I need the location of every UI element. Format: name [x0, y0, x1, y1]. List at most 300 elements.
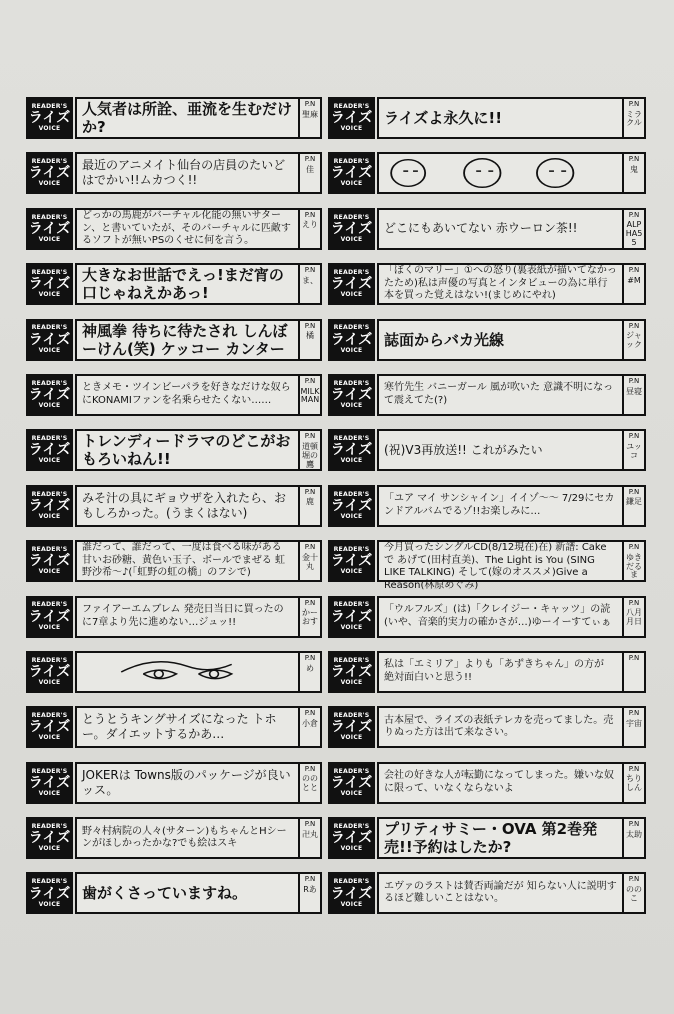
voice-entry — [328, 374, 646, 416]
logo-line2: ライズ — [330, 442, 373, 459]
pen-name-tag: P.N — [628, 543, 640, 552]
readers-voice-logo — [328, 762, 375, 804]
pen-name: め — [306, 663, 314, 673]
pen-name: ののとと — [302, 774, 318, 793]
logo-line2: ライズ — [28, 830, 71, 847]
logo-line2: ライズ — [28, 885, 71, 902]
pen-name-box — [298, 708, 320, 746]
voice-message-box — [75, 540, 322, 582]
logo-line3: VOICE — [38, 457, 61, 465]
pen-name-box — [298, 99, 320, 137]
logo-line3: VOICE — [340, 180, 363, 188]
voice-entry — [328, 319, 646, 361]
voice-message-box — [377, 429, 646, 471]
pen-name: 金十丸 — [302, 552, 318, 571]
voice-message-text: 大きなお世話でえっ!まだ宵の口じゃねえかあっ! — [82, 266, 284, 303]
readers-voice-logo — [328, 706, 375, 748]
pen-name-tag: P.N — [304, 432, 316, 441]
pen-name: 道頓堀の鷹 — [302, 442, 318, 469]
voice-message-text: みそ汁の具にギョウザを入れたら、おもしろかった。(うまくはない) — [82, 490, 287, 520]
pen-name-box — [622, 210, 644, 248]
voice-message-text: JOKERは Towns版のパッケージが良いッス。 — [82, 767, 291, 797]
pen-name-tag: P.N — [304, 653, 316, 662]
voice-message-box — [377, 706, 646, 748]
voice-message-box — [377, 540, 646, 591]
pen-name-box — [298, 376, 320, 414]
voice-message-box — [75, 485, 322, 527]
voice-entry — [328, 152, 646, 194]
pen-name-tag: P.N — [628, 266, 640, 275]
logo-line2: ライズ — [28, 387, 71, 404]
logo-line2: ライズ — [28, 664, 71, 680]
readers-voice-logo — [26, 651, 73, 693]
logo-line3: VOICE — [340, 568, 363, 576]
voice-entry — [328, 429, 646, 471]
logo-line3: VOICE — [340, 845, 363, 853]
pen-name-box — [622, 265, 644, 303]
readers-voice-logo — [26, 429, 73, 471]
logo-line2: ライズ — [330, 719, 373, 736]
voice-message-text: ファイアーエムブレム 発売日当日に買ったのに7章より先に進めない…ジュッ!! — [82, 604, 284, 628]
readers-voice-logo — [26, 263, 73, 305]
pen-name-tag: P.N — [628, 321, 640, 330]
voice-entry — [328, 208, 646, 250]
pen-name-tag: P.N — [628, 210, 640, 219]
logo-line2: ライズ — [330, 387, 373, 404]
voice-message-text: 歯がくさっていますね。 — [82, 884, 248, 903]
left-column — [26, 97, 322, 928]
pen-name-tag: P.N — [304, 875, 316, 884]
logo-line3: VOICE — [340, 623, 363, 631]
pen-name: 小倉 — [302, 718, 318, 728]
voice-message-text: 誌面からバカ光線 — [384, 330, 505, 349]
logo-line3: VOICE — [38, 125, 61, 133]
pen-name-tag: P.N — [304, 266, 316, 275]
voice-message-text: どこにもあいてない 赤ウーロン茶!! — [384, 221, 578, 236]
readers-voice-logo — [26, 596, 73, 638]
readers-voice-logo — [328, 263, 375, 305]
logo-line1: READER'S — [31, 213, 68, 221]
pen-name: ちりしん — [626, 774, 642, 793]
logo-line1: READER'S — [333, 490, 370, 498]
pen-name-box — [298, 598, 320, 636]
pen-name-box — [622, 542, 644, 580]
right-column — [328, 97, 646, 928]
logo-line3: VOICE — [38, 402, 61, 410]
voice-entry — [26, 651, 322, 693]
pen-name: ALPHA55 — [625, 220, 643, 248]
voice-entry — [328, 485, 646, 527]
pen-name-box — [622, 431, 644, 469]
readers-voice-logo — [26, 762, 73, 804]
logo-line3: VOICE — [340, 679, 363, 686]
logo-line3: VOICE — [340, 291, 363, 299]
logo-line2: ライズ — [28, 220, 71, 237]
pen-name: 橘 — [306, 331, 314, 341]
voice-entry — [26, 263, 322, 305]
pen-name: かーおす — [302, 608, 318, 626]
voice-entry — [328, 706, 646, 748]
voice-entry — [328, 872, 646, 914]
readers-voice-logo — [26, 872, 73, 914]
voice-message-text: 古本屋で、ライズの表紙テレカを売ってました。売りぬった方は出て来なさい。 — [384, 714, 614, 739]
pen-name-tag: P.N — [304, 210, 316, 219]
readers-voice-logo — [26, 374, 73, 416]
readers-voice-logo — [26, 97, 73, 139]
pen-name-tag: P.N — [628, 100, 640, 108]
pen-name-tag: P.N — [304, 100, 316, 108]
pen-name-box — [298, 653, 320, 691]
readers-voice-logo — [328, 485, 375, 527]
voice-entry — [328, 540, 646, 591]
readers-voice-logo — [328, 817, 375, 859]
pen-name-box — [622, 653, 644, 691]
voice-message-text: 最近のアニメイト仙台の店員のたいどはでかい!!ムカつく!! — [82, 158, 286, 188]
voice-message-text: ライズよ永久に!! — [384, 109, 503, 127]
logo-line3: VOICE — [38, 734, 61, 742]
logo-line1: READER'S — [333, 767, 370, 775]
pen-name: #M — [627, 275, 641, 285]
logo-line1: READER'S — [31, 656, 68, 664]
logo-line1: READER'S — [31, 269, 68, 277]
logo-line3: VOICE — [38, 679, 61, 686]
voice-message-box — [75, 208, 322, 250]
pen-name-tag: P.N — [628, 709, 640, 718]
pen-name-tag: P.N — [304, 487, 316, 496]
sketch-stroke — [464, 159, 500, 188]
logo-line3: VOICE — [340, 402, 363, 410]
voice-entry — [26, 374, 322, 416]
readers-voice-logo — [328, 540, 375, 582]
voice-message-box — [377, 208, 646, 250]
pen-name-tag: P.N — [304, 820, 316, 829]
voice-entry — [328, 817, 646, 859]
pen-name-tag: P.N — [304, 155, 316, 164]
pen-name: MILK MAN — [300, 386, 320, 405]
pen-name-tag: P.N — [628, 376, 640, 385]
logo-line2: ライズ — [28, 719, 71, 736]
logo-line2: ライズ — [330, 165, 373, 182]
sketch-illustration — [77, 653, 298, 691]
voice-entry — [328, 97, 646, 139]
pen-name-tag: P.N — [304, 764, 316, 773]
voice-message-text: 今月買ったシングルCD(8/12現在)在) 新譜: Cake で あげて(田村直美)、The Light is You (SING LIKE TALKING) そして(嫁のオススメ)Give a Reason(林原めぐみ) — [384, 542, 607, 591]
pen-name-box — [622, 764, 644, 802]
voice-message-box — [377, 596, 646, 638]
voice-entry — [26, 429, 322, 471]
logo-line1: READER'S — [333, 822, 370, 830]
logo-line1: READER'S — [31, 822, 68, 830]
voice-entry — [26, 596, 322, 638]
logo-line1: READER'S — [31, 601, 68, 609]
voice-message-text: 「ぼくのマリー」①への怒り(裏表紙が描いてなかったため)私は声優の写真とインタビューの為に単行本を買った覚えはない!(まじめにやれ) — [384, 265, 617, 302]
voice-message-box — [75, 762, 322, 804]
logo-line3: VOICE — [38, 346, 61, 354]
voice-message-box — [75, 429, 322, 471]
voice-message-text: 寒竹先生 バニーガール 風が吹いた 意識不明になって震えてた(?) — [384, 382, 614, 406]
pen-name: 鹿 — [306, 497, 314, 507]
readers-voice-logo — [26, 817, 73, 859]
voice-entry — [26, 817, 322, 859]
sketch-stroke — [391, 160, 425, 187]
readers-voice-logo — [26, 540, 73, 582]
readers-voice-logo — [328, 596, 375, 638]
voice-message-box — [75, 706, 322, 748]
voice-message-box — [75, 651, 322, 693]
logo-line1: READER'S — [31, 878, 68, 886]
voice-message-box — [75, 152, 322, 194]
logo-line1: READER'S — [333, 878, 370, 886]
logo-line3: VOICE — [340, 512, 363, 520]
voice-message-box — [75, 596, 322, 638]
logo-line3: VOICE — [38, 180, 61, 188]
logo-line3: VOICE — [340, 235, 363, 243]
readers-voice-logo — [26, 485, 73, 527]
voice-message-text: エヴァのラストは賛否両論だが 知らない人に説明するほど難しいことはない。 — [384, 880, 617, 905]
pen-name: ミラクル — [626, 109, 642, 128]
pen-name-tag: P.N — [304, 709, 316, 718]
voice-entry — [26, 97, 322, 139]
logo-line1: READER'S — [31, 435, 68, 443]
logo-line1: READER'S — [31, 158, 68, 166]
logo-line2: ライズ — [28, 276, 71, 293]
logo-line1: READER'S — [31, 379, 68, 387]
voice-entry — [26, 319, 322, 361]
voice-message-text: とうとうキングサイズになった トホー。ダイエットするかあ… — [82, 712, 277, 742]
voice-message-text: トレンディードラマのどこがおもろいねん!! — [82, 432, 291, 469]
pen-name: 佳 — [306, 165, 314, 175]
voice-message-box — [75, 872, 322, 914]
logo-line1: READER'S — [333, 656, 370, 664]
pen-name: 八月月日 — [626, 608, 642, 626]
voice-message-text: 会社の好きな人が転勤になってしまった。嫌いな奴に限って、いなくならないよ — [384, 770, 614, 794]
logo-line1: READER'S — [333, 158, 370, 166]
voice-message-text: 「ユア マイ サンシャイン」イイゾ〜〜 7/29にセカンドアルバムでるゾ!!お楽しみに… — [384, 493, 615, 517]
voice-message-box — [377, 152, 646, 194]
readers-voice-logo — [328, 152, 375, 194]
voice-message-text: プリティサミー・OVA 第2巻発売!!予約はしたか? — [384, 820, 598, 857]
logo-line1: READER'S — [31, 324, 68, 332]
readers-voice-logo — [328, 429, 375, 471]
voice-entry — [26, 706, 322, 748]
voice-message-box — [377, 374, 646, 416]
logo-line2: ライズ — [330, 774, 373, 791]
readers-voice-logo — [328, 319, 375, 361]
logo-line2: ライズ — [28, 608, 71, 625]
pen-name-tag: P.N — [628, 432, 640, 441]
pen-name-tag: P.N — [304, 376, 316, 385]
logo-line2: ライズ — [28, 110, 71, 127]
pen-name: 聖麻 — [302, 109, 318, 119]
logo-line2: ライズ — [28, 774, 71, 791]
pen-name: 鎌足 — [626, 497, 642, 507]
pen-name-box — [298, 542, 320, 580]
pen-name-box — [622, 99, 644, 137]
logo-line2: ライズ — [330, 664, 373, 680]
readers-voice-logo — [328, 872, 375, 914]
voice-message-box — [377, 872, 646, 914]
sketch-stroke — [537, 159, 573, 188]
pen-name-tag: P.N — [628, 653, 640, 662]
sketch-stroke — [154, 670, 163, 678]
voice-entry — [26, 485, 322, 527]
logo-line1: READER'S — [333, 379, 370, 387]
pen-name: Rあ — [303, 885, 317, 895]
logo-line2: ライズ — [28, 497, 71, 514]
readers-voice-logo — [26, 319, 73, 361]
pen-name: ま、 — [302, 275, 318, 285]
voice-entry — [328, 651, 646, 693]
logo-line2: ライズ — [330, 276, 373, 293]
voice-message-text: 人気者は所詮、亜流を生むだけか? — [82, 100, 293, 136]
voice-entry — [328, 263, 646, 305]
pen-name-box — [622, 376, 644, 414]
logo-line3: VOICE — [38, 235, 61, 243]
voice-message-box — [377, 762, 646, 804]
logo-line3: VOICE — [340, 900, 363, 908]
readers-voice-logo — [26, 706, 73, 748]
logo-line3: VOICE — [38, 568, 61, 576]
logo-line2: ライズ — [330, 331, 373, 348]
pen-name-box — [298, 265, 320, 303]
logo-line3: VOICE — [340, 346, 363, 354]
logo-line3: VOICE — [38, 512, 61, 520]
pen-name-tag: P.N — [628, 598, 640, 607]
pen-name-box — [622, 321, 644, 359]
logo-line1: READER'S — [31, 490, 68, 498]
voice-message-text: (祝)V3再放送!! これがみたい — [384, 442, 543, 457]
voice-message-box — [377, 817, 646, 859]
voice-message-text: 私は「エミリア」よりも「あずきちゃん」の方が 絶対面白いと思う!! — [384, 659, 604, 683]
pen-name-tag: P.N — [628, 487, 640, 496]
readers-voice-logo — [328, 208, 375, 250]
logo-line1: READER'S — [333, 546, 370, 554]
pen-name: 鬼 — [630, 165, 638, 175]
logo-line3: VOICE — [38, 623, 61, 631]
logo-line1: READER'S — [333, 601, 370, 609]
voice-entry — [328, 596, 646, 638]
pen-name: ジャック — [626, 331, 642, 350]
pen-name: 太助 — [626, 829, 642, 839]
logo-line3: VOICE — [38, 845, 61, 853]
logo-line1: READER'S — [333, 324, 370, 332]
pen-name-box — [622, 874, 644, 912]
voice-message-text: 野々村病院の人々(サターン)もちゃんとHシーンがほしかったかな?でも絵はスキ — [82, 825, 287, 850]
logo-line2: ライズ — [28, 553, 71, 570]
voice-message-text: ときメモ・ツインビーパラを好きなだけな奴らにKONAMIファンを名乗らせたくない…… — [82, 382, 291, 406]
voice-entry — [26, 208, 322, 250]
readers-voice-logo — [328, 651, 375, 693]
pen-name-tag: P.N — [628, 820, 640, 829]
logo-line1: READER'S — [31, 546, 68, 554]
logo-line3: VOICE — [38, 291, 61, 299]
voice-message-box — [75, 374, 322, 416]
pen-name: 卍丸 — [302, 829, 318, 839]
pen-name-box — [622, 487, 644, 525]
logo-line3: VOICE — [340, 734, 363, 742]
pen-name-tag: P.N — [304, 598, 316, 607]
logo-line2: ライズ — [330, 830, 373, 847]
logo-line2: ライズ — [28, 442, 71, 459]
voice-message-box — [377, 485, 646, 527]
pen-name-box — [298, 431, 320, 469]
pen-name-tag: P.N — [628, 764, 640, 773]
readers-voice-logo — [328, 374, 375, 416]
readers-voice-logo — [328, 97, 375, 139]
voice-message-text: 神風拳 待ちに待たされ しんぼーけん(笑) ケッコー カンター — [82, 321, 288, 358]
pen-name: 宇宙 — [626, 718, 642, 728]
sketch-illustration — [379, 154, 622, 192]
pen-name-box — [298, 874, 320, 912]
logo-line1: READER'S — [31, 712, 68, 720]
voice-entry — [26, 540, 322, 582]
pen-name-box — [298, 487, 320, 525]
voice-message-box — [75, 97, 322, 139]
voice-entry — [26, 872, 322, 914]
pen-name-box — [298, 819, 320, 857]
pen-name-box — [622, 598, 644, 636]
voice-entry — [26, 152, 322, 194]
logo-line1: READER'S — [333, 712, 370, 720]
logo-line2: ライズ — [330, 608, 373, 625]
logo-line1: READER'S — [333, 269, 370, 277]
voice-message-box — [75, 263, 322, 305]
pen-name-box — [298, 321, 320, 359]
sketch-stroke — [210, 670, 219, 678]
pen-name: 昼寝 — [626, 386, 642, 396]
readers-voice-logo — [26, 152, 73, 194]
pen-name: ののこ — [626, 885, 642, 903]
voice-message-box — [377, 97, 646, 139]
voice-message-text: 「ウルフルズ」(は)「クレイジー・キャッツ」の読(いや、音楽的実力の確かさが…)ゆーイーすてぃぁ — [384, 604, 612, 628]
logo-line3: VOICE — [38, 900, 61, 908]
logo-line2: ライズ — [28, 331, 71, 348]
voice-message-text: どっかの馬鹿がバーチャル化能の無いサターン、と書いていたが、そのバーチャルに匹敵するソフトが無いPSのくせに何を言う。 — [82, 210, 291, 247]
pen-name-box — [298, 154, 320, 192]
logo-line2: ライズ — [330, 497, 373, 514]
readers-voice-logo — [26, 208, 73, 250]
logo-line1: READER'S — [333, 435, 370, 443]
logo-line2: ライズ — [330, 553, 373, 570]
voice-message-box — [377, 263, 646, 305]
pen-name-box — [298, 210, 320, 248]
pen-name-tag: P.N — [628, 155, 640, 164]
voice-message-box — [377, 651, 646, 693]
logo-line3: VOICE — [38, 789, 61, 797]
logo-line2: ライズ — [330, 220, 373, 237]
voice-message-box — [377, 319, 646, 361]
logo-line2: ライズ — [28, 165, 71, 182]
pen-name: えり — [302, 220, 318, 230]
voice-entry — [328, 762, 646, 804]
pen-name-box — [622, 154, 644, 192]
logo-line1: READER'S — [333, 102, 370, 110]
logo-line1: READER'S — [333, 213, 370, 221]
pen-name-box — [622, 819, 644, 857]
pen-name: ユッコ — [626, 442, 642, 460]
voice-message-box — [75, 817, 322, 859]
logo-line1: READER'S — [31, 767, 68, 775]
voice-message-box — [75, 319, 322, 361]
pen-name-box — [622, 708, 644, 746]
logo-line3: VOICE — [340, 789, 363, 797]
pen-name-tag: P.N — [628, 875, 640, 884]
logo-line3: VOICE — [340, 125, 363, 133]
logo-line2: ライズ — [330, 110, 373, 127]
voice-entry — [26, 762, 322, 804]
logo-line1: READER'S — [31, 102, 68, 110]
voice-message-text: 誰だって、誰だって、一度は食べる味がある 甘いお砂糖、黄色い玉子、ボールでまぜる 虹野沙希〜♪(「虹野の虹の橋」のフシで) — [82, 542, 285, 579]
